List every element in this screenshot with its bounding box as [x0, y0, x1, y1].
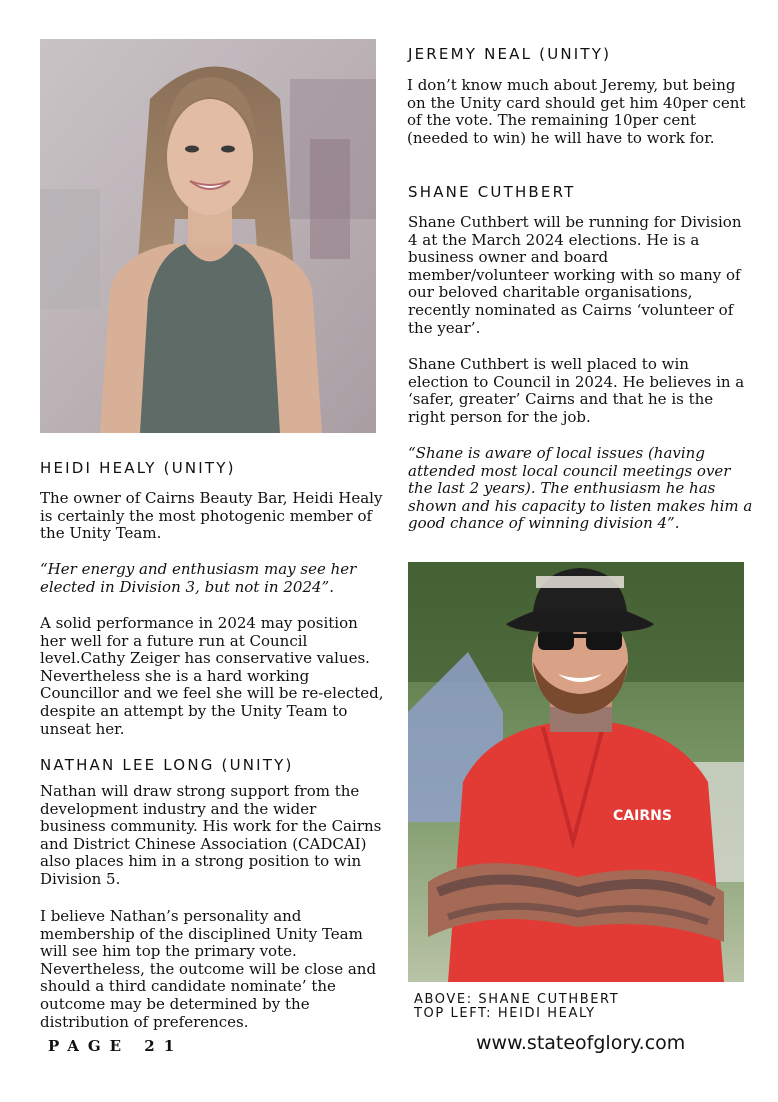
page-number: PAGE 21 [48, 1037, 184, 1055]
heidi-quote: “Her energy and enthusiasm may see her elected in Division 3, but not in 2024”. [40, 560, 357, 596]
caption-above: ABOVE: SHANE CUTHBERT [414, 992, 620, 1007]
heidi-paragraph-1: The owner of Cairns Beauty Bar, Heidi Healy is certainly the most photogenic member of the Unity Team. [40, 489, 383, 543]
shane-quote: “Shane is aware of local issues (having attended most local council meetings over the last 2 years). The enthusiasm he has shown and his capacity to listen makes him a good chance of winning division 4”. [408, 444, 753, 533]
jeremy-neal-heading: JEREMY NEAL (UNITY) [408, 45, 612, 63]
shane-paragraph-1: Shane Cuthbert will be running for Division 4 at the March 2024 elections. He is a business owner and board member/volunteer working with so many of our beloved charitable organisations, recently nominated as Cairns ‘volunteer of the year’. [408, 213, 742, 337]
shane-cuthbert-photo [408, 562, 744, 982]
caption-top-left: TOP LEFT: HEIDI HEALY [414, 1006, 596, 1021]
nathan-paragraph-2: I believe Nathan’s personality and membership of the disciplined Unity Team will see him top the primary vote. Nevertheless, the outcome will be close and should a third candidate nominate’ the outcome may be determined by the distribution of preferences. [40, 907, 377, 1031]
heidi-paragraph-2: A solid performance in 2024 may position her well for a future run at Council level.Cathy Zeiger has conservative values. Nevertheless she is a hard working Councillor and we feel she will be re-elected, despite an attempt by the Unity Team to unseat her. [40, 614, 384, 738]
shirt-text: CAIRNS [613, 808, 672, 824]
website-url: www.stateofglory.com [476, 1032, 686, 1054]
nathan-paragraph-1: Nathan will draw strong support from the development industry and the wider business community. His work for the Cairns and District Chinese Association (CADCAI) also places him in a strong position to win Division 5. [40, 782, 382, 888]
jeremy-paragraph-1: I don’t know much about Jeremy, but being on the Unity card should get him 40per cent of the vote. The remaining 10per cent (needed to win) he will have to work for. [407, 76, 746, 147]
nathan-lee-long-heading: NATHAN LEE LONG (UNITY) [40, 756, 294, 774]
shane-cuthbert-heading: SHANE CUTHBERT [408, 183, 576, 201]
heidi-healy-photo [40, 39, 376, 433]
shane-paragraph-2: Shane Cuthbert is well placed to win election to Council in 2024. He believes in a ‘safer, greater’ Cairns and that he is the right person for the job. [408, 355, 745, 426]
heidi-healy-heading: HEIDI HEALY (UNITY) [40, 459, 236, 477]
